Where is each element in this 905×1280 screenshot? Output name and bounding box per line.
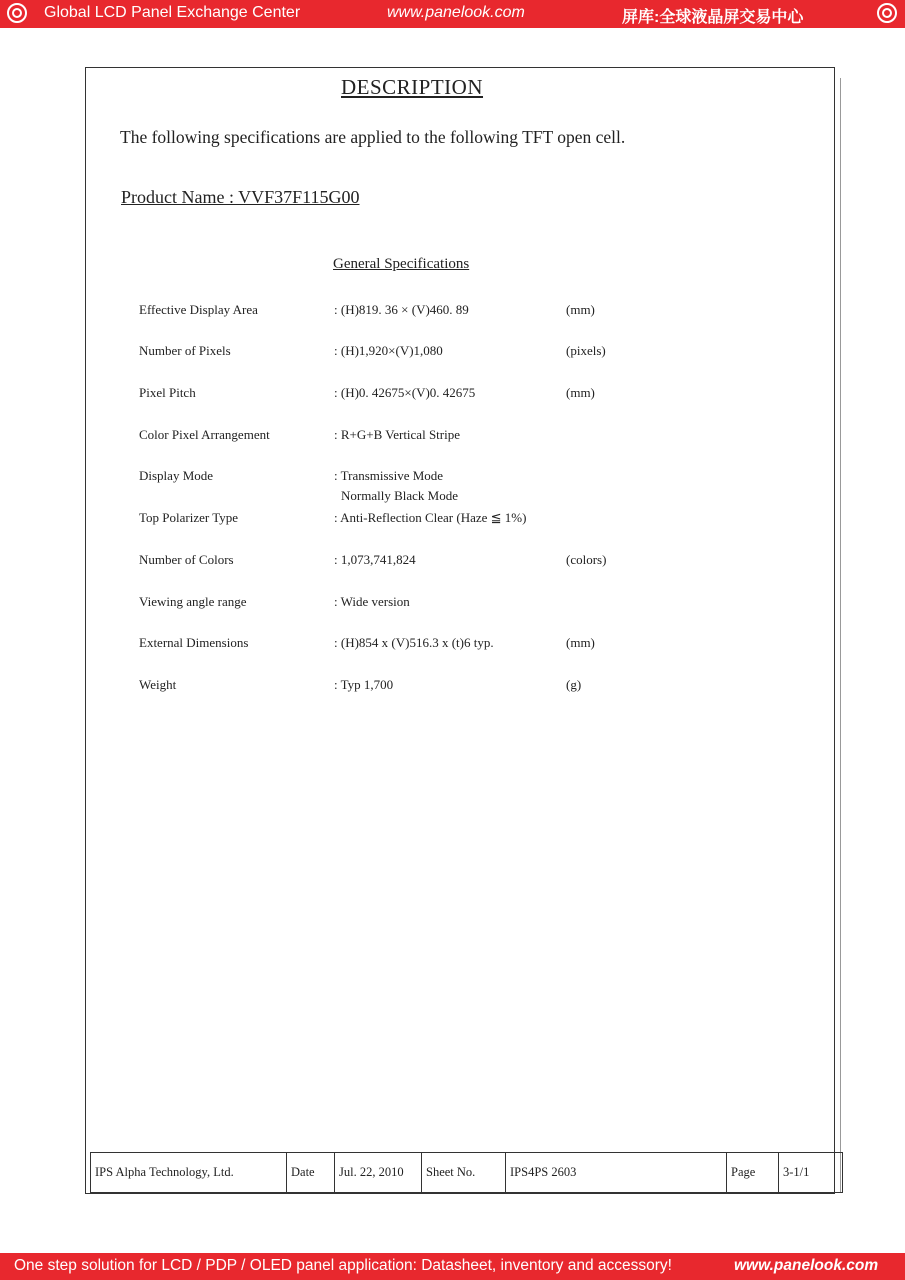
- top-banner: [0, 0, 905, 28]
- document-sheet: [85, 67, 835, 1194]
- spec-label: Number of Pixels: [139, 343, 231, 358]
- spec-unit: (mm): [566, 302, 595, 317]
- spec-unit: (colors): [566, 552, 607, 567]
- spec-value: : Anti-Reflection Clear (Haze ≦ 1%): [334, 510, 527, 525]
- spec-unit: (g): [566, 677, 582, 692]
- section-heading: General Specifications: [333, 256, 470, 272]
- banner-url-link[interactable]: www.panelook.com: [387, 4, 525, 21]
- product-name: Product Name : VVF37F115G00: [121, 187, 360, 207]
- spec-unit: (mm): [566, 635, 595, 650]
- spec-row-colors: [0, 552, 905, 572]
- spec-label: Viewing angle range: [139, 594, 247, 609]
- spec-label: Display Mode: [139, 468, 214, 483]
- spec-value: : Wide version: [334, 594, 410, 609]
- spec-row-pixel-arrangement: [0, 427, 905, 447]
- spec-value: : (H)854 x (V)516.3 x (t)6 typ.: [334, 635, 494, 650]
- spec-value: : (H)0. 42675×(V)0. 42675: [334, 385, 476, 400]
- spec-row-display-mode: [0, 468, 905, 508]
- spec-row-viewing-angle: [0, 594, 905, 614]
- spec-value-line2: Normally Black Mode: [341, 488, 458, 503]
- spec-row-polarizer: [0, 510, 905, 530]
- spec-label: Top Polarizer Type: [139, 510, 239, 525]
- footer-page-label: Page: [727, 1153, 779, 1193]
- spec-label: Weight: [139, 677, 177, 692]
- footer-sheet-label: Sheet No.: [422, 1153, 506, 1193]
- spec-unit: (pixels): [566, 343, 606, 358]
- spec-row-display-area: [0, 302, 905, 322]
- footer-date-value: Jul. 22, 2010: [335, 1153, 422, 1193]
- footer-row: [91, 1153, 843, 1193]
- panelook-logo-icon: [7, 3, 27, 23]
- spec-value: : Transmissive Mode: [334, 468, 444, 483]
- spec-label: Pixel Pitch: [139, 385, 196, 400]
- spec-label: External Dimensions: [139, 635, 249, 650]
- spec-row-pixel-pitch: [0, 385, 905, 405]
- spec-label: Number of Colors: [139, 552, 234, 567]
- spec-label: Color Pixel Arrangement: [139, 427, 270, 442]
- footer-date-label: Date: [287, 1153, 335, 1193]
- footer-sheet-value: IPS4PS 2603: [506, 1153, 727, 1193]
- spec-row-weight: [0, 677, 905, 697]
- spec-row-pixels: [0, 343, 905, 363]
- spec-row-dimensions: [0, 635, 905, 655]
- document-footer-table: [90, 1152, 843, 1193]
- document-title: DESCRIPTION: [341, 75, 484, 99]
- spec-value: : 1,073,741,824: [334, 552, 416, 567]
- banner-chinese-title: 屏库:全球液晶屏交易中心: [622, 9, 804, 26]
- spec-unit: (mm): [566, 385, 595, 400]
- spec-label: Effective Display Area: [139, 302, 258, 317]
- bottom-banner-url-link[interactable]: www.panelook.com: [734, 1257, 879, 1274]
- banner-left-title: Global LCD Panel Exchange Center: [44, 4, 301, 21]
- panelook-logo-icon-right: [877, 3, 897, 23]
- footer-company: IPS Alpha Technology, Ltd.: [91, 1153, 287, 1193]
- spec-value: : Typ 1,700: [334, 677, 394, 692]
- spec-value: : (H)819. 36 × (V)460. 89: [334, 302, 469, 317]
- spec-value: : R+G+B Vertical Stripe: [334, 427, 460, 442]
- bottom-banner: [0, 1253, 905, 1280]
- spec-value: : (H)1,920×(V)1,080: [334, 343, 443, 358]
- footer-page-value: 3-1/1: [779, 1153, 843, 1193]
- banner-slogan: One step solution for LCD / PDP / OLED panel application: Datasheet, inventory and accessory!: [14, 1257, 672, 1274]
- intro-text: The following specifications are applied to the following TFT open cell.: [120, 127, 626, 147]
